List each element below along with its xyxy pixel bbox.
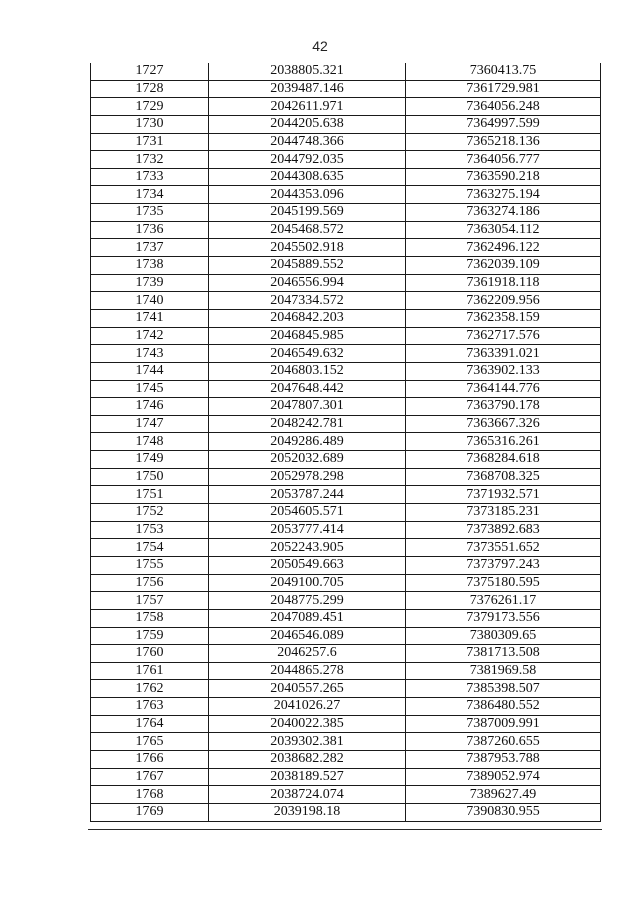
y-coordinate-cell: 7387953.788 [406, 750, 601, 768]
point-number-cell: 1760 [91, 645, 209, 663]
point-number-cell: 1751 [91, 486, 209, 504]
point-number-cell: 1768 [91, 786, 209, 804]
y-coordinate-cell: 7364056.777 [406, 151, 601, 169]
table-row [91, 380, 601, 398]
point-number-cell: 1750 [91, 468, 209, 486]
point-number-cell: 1757 [91, 592, 209, 610]
point-number-cell: 1731 [91, 133, 209, 151]
point-number-cell: 1736 [91, 221, 209, 239]
table-row [91, 433, 601, 451]
x-coordinate-cell: 2039302.381 [209, 733, 406, 751]
y-coordinate-cell: 7386480.552 [406, 698, 601, 716]
y-coordinate-cell: 7363590.218 [406, 168, 601, 186]
table-row [91, 309, 601, 327]
y-coordinate-cell: 7365218.136 [406, 133, 601, 151]
table-row [91, 204, 601, 222]
y-coordinate-cell: 7368708.325 [406, 468, 601, 486]
y-coordinate-cell: 7379173.556 [406, 609, 601, 627]
y-coordinate-cell: 7363902.133 [406, 362, 601, 380]
x-coordinate-cell: 2038682.282 [209, 750, 406, 768]
table-row [91, 398, 601, 416]
x-coordinate-cell: 2047089.451 [209, 609, 406, 627]
y-coordinate-cell: 7363667.326 [406, 415, 601, 433]
y-coordinate-cell: 7361918.118 [406, 274, 601, 292]
y-coordinate-cell: 7371932.571 [406, 486, 601, 504]
y-coordinate-cell: 7364997.599 [406, 115, 601, 133]
x-coordinate-cell: 2046549.632 [209, 345, 406, 363]
x-coordinate-cell: 2044792.035 [209, 151, 406, 169]
y-coordinate-cell: 7364056.248 [406, 98, 601, 116]
x-coordinate-cell: 2044308.635 [209, 168, 406, 186]
y-coordinate-cell: 7389052.974 [406, 768, 601, 786]
y-coordinate-cell: 7360413.75 [406, 63, 601, 80]
point-number-cell: 1744 [91, 362, 209, 380]
y-coordinate-cell: 7363275.194 [406, 186, 601, 204]
table-row [91, 662, 601, 680]
y-coordinate-cell: 7375180.595 [406, 574, 601, 592]
table-row [91, 733, 601, 751]
x-coordinate-cell: 2045199.569 [209, 204, 406, 222]
coordinates-table-body [91, 63, 601, 821]
x-coordinate-cell: 2046845.985 [209, 327, 406, 345]
y-coordinate-cell: 7390830.955 [406, 803, 601, 821]
y-coordinate-cell: 7363054.112 [406, 221, 601, 239]
table-row [91, 98, 601, 116]
table-row [91, 186, 601, 204]
y-coordinate-cell: 7387009.991 [406, 715, 601, 733]
table-row [91, 468, 601, 486]
point-number-cell: 1732 [91, 151, 209, 169]
x-coordinate-cell: 2044353.096 [209, 186, 406, 204]
y-coordinate-cell: 7365316.261 [406, 433, 601, 451]
y-coordinate-cell: 7363391.021 [406, 345, 601, 363]
x-coordinate-cell: 2038189.527 [209, 768, 406, 786]
table-row [91, 63, 601, 80]
point-number-cell: 1727 [91, 63, 209, 80]
page-number: 42 [312, 38, 328, 54]
table-row [91, 486, 601, 504]
x-coordinate-cell: 2046546.089 [209, 627, 406, 645]
table-row [91, 415, 601, 433]
x-coordinate-cell: 2054605.571 [209, 504, 406, 522]
x-coordinate-cell: 2048775.299 [209, 592, 406, 610]
point-number-cell: 1767 [91, 768, 209, 786]
table-row [91, 698, 601, 716]
y-coordinate-cell: 7381713.508 [406, 645, 601, 663]
coordinates-table [90, 63, 601, 822]
x-coordinate-cell: 2042611.971 [209, 98, 406, 116]
x-coordinate-cell: 2044748.366 [209, 133, 406, 151]
y-coordinate-cell: 7362496.122 [406, 239, 601, 257]
x-coordinate-cell: 2041026.27 [209, 698, 406, 716]
point-number-cell: 1747 [91, 415, 209, 433]
point-number-cell: 1745 [91, 380, 209, 398]
point-number-cell: 1761 [91, 662, 209, 680]
x-coordinate-cell: 2053787.244 [209, 486, 406, 504]
point-number-cell: 1764 [91, 715, 209, 733]
table-row [91, 768, 601, 786]
y-coordinate-cell: 7389627.49 [406, 786, 601, 804]
point-number-cell: 1734 [91, 186, 209, 204]
x-coordinate-cell: 2047334.572 [209, 292, 406, 310]
table-row [91, 539, 601, 557]
table-row [91, 221, 601, 239]
point-number-cell: 1730 [91, 115, 209, 133]
table-row [91, 451, 601, 469]
x-coordinate-cell: 2047807.301 [209, 398, 406, 416]
x-coordinate-cell: 2047648.442 [209, 380, 406, 398]
x-coordinate-cell: 2048242.781 [209, 415, 406, 433]
y-coordinate-cell: 7363790.178 [406, 398, 601, 416]
x-coordinate-cell: 2038805.321 [209, 63, 406, 80]
x-coordinate-cell: 2046803.152 [209, 362, 406, 380]
x-coordinate-cell: 2039487.146 [209, 80, 406, 98]
x-coordinate-cell: 2046842.203 [209, 309, 406, 327]
point-number-cell: 1741 [91, 309, 209, 327]
point-number-cell: 1765 [91, 733, 209, 751]
point-number-cell: 1763 [91, 698, 209, 716]
y-coordinate-cell: 7368284.618 [406, 451, 601, 469]
table-row [91, 574, 601, 592]
x-coordinate-cell: 2045468.572 [209, 221, 406, 239]
table-bottom-rule [88, 829, 602, 830]
point-number-cell: 1759 [91, 627, 209, 645]
y-coordinate-cell: 7373185.231 [406, 504, 601, 522]
point-number-cell: 1752 [91, 504, 209, 522]
table-row [91, 239, 601, 257]
point-number-cell: 1756 [91, 574, 209, 592]
y-coordinate-cell: 7362717.576 [406, 327, 601, 345]
table-row [91, 715, 601, 733]
x-coordinate-cell: 2040557.265 [209, 680, 406, 698]
y-coordinate-cell: 7361729.981 [406, 80, 601, 98]
x-coordinate-cell: 2052032.689 [209, 451, 406, 469]
x-coordinate-cell: 2045502.918 [209, 239, 406, 257]
point-number-cell: 1740 [91, 292, 209, 310]
table-row [91, 504, 601, 522]
table-row [91, 645, 601, 663]
y-coordinate-cell: 7381969.58 [406, 662, 601, 680]
x-coordinate-cell: 2046556.994 [209, 274, 406, 292]
table-row [91, 327, 601, 345]
y-coordinate-cell: 7373892.683 [406, 521, 601, 539]
table-row [91, 627, 601, 645]
y-coordinate-cell: 7363274.186 [406, 204, 601, 222]
y-coordinate-cell: 7362039.109 [406, 257, 601, 275]
point-number-cell: 1748 [91, 433, 209, 451]
y-coordinate-cell: 7373797.243 [406, 556, 601, 574]
x-coordinate-cell: 2049286.489 [209, 433, 406, 451]
table-row [91, 803, 601, 821]
point-number-cell: 1762 [91, 680, 209, 698]
table-row [91, 292, 601, 310]
table-row [91, 345, 601, 363]
table-row [91, 680, 601, 698]
x-coordinate-cell: 2045889.552 [209, 257, 406, 275]
table-row [91, 80, 601, 98]
table-row [91, 274, 601, 292]
point-number-cell: 1742 [91, 327, 209, 345]
point-number-cell: 1766 [91, 750, 209, 768]
x-coordinate-cell: 2046257.6 [209, 645, 406, 663]
table-row [91, 750, 601, 768]
point-number-cell: 1733 [91, 168, 209, 186]
table-row [91, 133, 601, 151]
point-number-cell: 1737 [91, 239, 209, 257]
point-number-cell: 1755 [91, 556, 209, 574]
point-number-cell: 1728 [91, 80, 209, 98]
table-row [91, 592, 601, 610]
x-coordinate-cell: 2044865.278 [209, 662, 406, 680]
point-number-cell: 1738 [91, 257, 209, 275]
point-number-cell: 1739 [91, 274, 209, 292]
point-number-cell: 1746 [91, 398, 209, 416]
table-row [91, 257, 601, 275]
point-number-cell: 1743 [91, 345, 209, 363]
table-row [91, 168, 601, 186]
y-coordinate-cell: 7373551.652 [406, 539, 601, 557]
x-coordinate-cell: 2049100.705 [209, 574, 406, 592]
x-coordinate-cell: 2053777.414 [209, 521, 406, 539]
point-number-cell: 1753 [91, 521, 209, 539]
x-coordinate-cell: 2039198.18 [209, 803, 406, 821]
point-number-cell: 1769 [91, 803, 209, 821]
y-coordinate-cell: 7362209.956 [406, 292, 601, 310]
table-row [91, 151, 601, 169]
table-row [91, 362, 601, 380]
table-row [91, 556, 601, 574]
y-coordinate-cell: 7385398.507 [406, 680, 601, 698]
point-number-cell: 1735 [91, 204, 209, 222]
y-coordinate-cell: 7362358.159 [406, 309, 601, 327]
point-number-cell: 1754 [91, 539, 209, 557]
table-row [91, 609, 601, 627]
y-coordinate-cell: 7376261.17 [406, 592, 601, 610]
x-coordinate-cell: 2052243.905 [209, 539, 406, 557]
y-coordinate-cell: 7364144.776 [406, 380, 601, 398]
point-number-cell: 1729 [91, 98, 209, 116]
table-row [91, 521, 601, 539]
point-number-cell: 1758 [91, 609, 209, 627]
x-coordinate-cell: 2052978.298 [209, 468, 406, 486]
x-coordinate-cell: 2040022.385 [209, 715, 406, 733]
x-coordinate-cell: 2044205.638 [209, 115, 406, 133]
table-row [91, 115, 601, 133]
point-number-cell: 1749 [91, 451, 209, 469]
x-coordinate-cell: 2038724.074 [209, 786, 406, 804]
y-coordinate-cell: 7387260.655 [406, 733, 601, 751]
y-coordinate-cell: 7380309.65 [406, 627, 601, 645]
x-coordinate-cell: 2050549.663 [209, 556, 406, 574]
table-row [91, 786, 601, 804]
